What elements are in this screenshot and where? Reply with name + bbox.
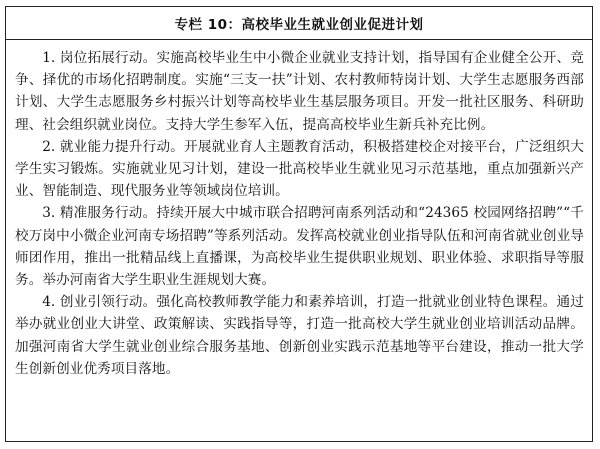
paragraph-job-expansion: 1. 岗位拓展行动。实施高校毕业生中小微企业就业支持计划，指导国有企业健全公开、竞争、择优的市场化招聘制度。实施“三支一扶”计划、农村教师特岗计划、大学生志愿服务西部计划、大学生志愿服务乡村振兴计划等高校毕业生基层服务项目。开发一批社区服务、科研助理、社会组织就业岗位。支持大学生参军入伍，提高高校毕业生新兵补充比例。 bbox=[15, 50, 584, 133]
box-body bbox=[6, 40, 592, 380]
paragraph-employability: 2. 就业能力提升行动。开展就业育人主题教育活动，积极搭建校企对接平台，广泛组织大学生实习锻炼。实施就业见习计划，建设一批高校毕业生就业见习示范基地，重点加强新兴产业、智能制造、现代服务业等领域岗位培训。 bbox=[15, 138, 584, 200]
paragraph-entrepreneurship: 4. 创业引领行动。强化高校教师教学能力和素养培训，打造一批就业创业特色课程。通过举办就业创业大讲堂、政策解读、实践指导等，打造一批高校大学生就业创业培训活动品牌。加强河南省大学生就业创业综合服务基地、创新创业实践示范基地等平台建设，推动一批大学生创新创业优秀项目落地。 bbox=[15, 294, 584, 377]
feature-box bbox=[5, 6, 593, 442]
paragraph-precision-service: 3. 精准服务行动。持续开展大中城市联合招聘河南系列活动和“24365 校园网络招聘”“千校万岗中小微企业河南专场招聘”等系列活动。发挥高校就业创业指导队伍和河南省就业创业导师团作用，推出一批精品线上直播课，为高校毕业生提供职业规划、职业体验、求职指导等服务。举办河南省大学生职业生涯规划大赛。 bbox=[15, 205, 584, 289]
box-title: 专栏 10：高校毕业生就业创业促进计划 bbox=[6, 7, 592, 40]
